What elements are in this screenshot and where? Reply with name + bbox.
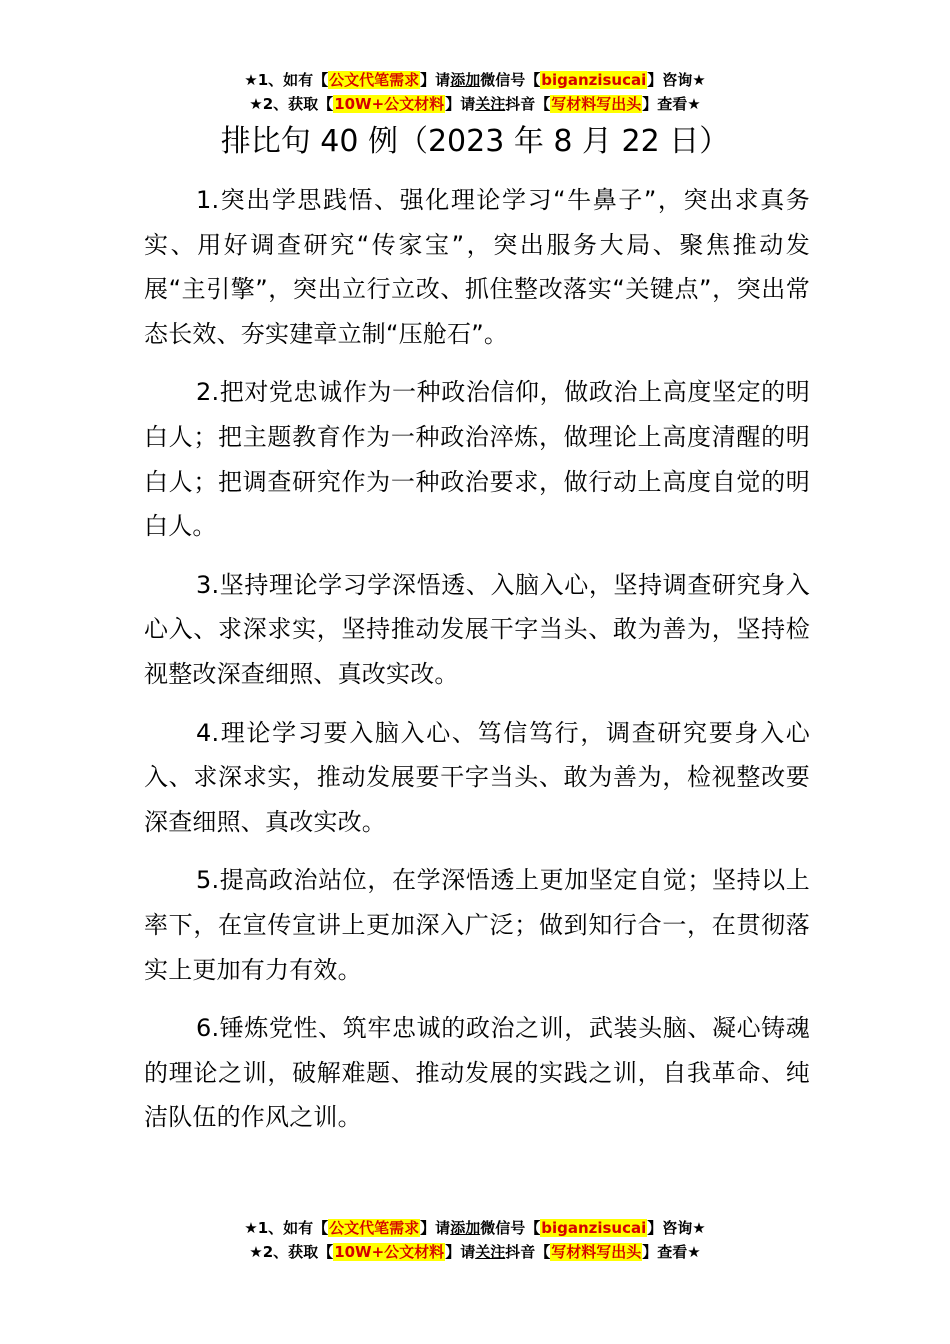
banner-line-1: ★1、如有【公文代笔需求】请添加微信号【biganzisucai】咨询★ [244,71,706,89]
underlined-text: 添加 [450,1219,481,1237]
document-title: 排比句 40 例（2023 年 8 月 22 日） [220,124,730,159]
highlight-service: 公文代笔需求 [329,71,420,89]
banner-line-2: ★2、获取【10W+公文材料】请关注抖音【写材料写出头】查看★ [249,95,701,113]
highlight-materials: 10W+公文材料 [334,95,445,113]
highlight-douyin-account: 写材料写出头 [551,95,642,113]
paragraph-6: 6.锤炼党性、筑牢忠诚的政治之训，武装头脑、凝心铸魂的理论之训，破解难题、推动发展的实践之训，自我革命、纯洁队伍的作风之训。 [144,1014,810,1132]
banner-line-2: ★2、获取【10W+公文材料】请关注抖音【写材料写出头】查看★ [249,1243,701,1261]
banner-line-1: ★1、如有【公文代笔需求】请添加微信号【biganzisucai】咨询★ [244,1219,706,1237]
footer-banner [0,1216,950,1264]
header-banner [0,68,950,116]
paragraph-3: 3.坚持理论学习学深悟透、入脑入心，坚持调查研究身入心入、求深求实，坚持推动发展干字当头、敢为善为，坚持检视整改深查细照、真改实改。 [144,570,810,688]
highlight-douyin-account: 写材料写出头 [551,1243,642,1261]
document-body [144,178,810,1154]
highlight-wechat-id: biganzisucai [541,71,647,89]
highlight-wechat-id: biganzisucai [541,1219,647,1237]
paragraph-2: 2.把对党忠诚作为一种政治信仰，做政治上高度坚定的明白人；把主题教育作为一种政治淬炼，做理论上高度清醒的明白人；把调查研究作为一种政治要求，做行动上高度自觉的明白人。 [144,378,810,541]
paragraph-1: 1.突出学思践悟、强化理论学习“牛鼻子”，突出求真务实、用好调查研究“传家宝”，突出服务大局、聚焦推动发展“主引擎”，突出立行立改、抓住整改落实“关键点”，突出常态长效、夯实建章立制“压舱石”。 [144,186,810,348]
underlined-text: 添加 [450,71,481,89]
highlight-materials: 10W+公文材料 [334,1243,445,1261]
paragraph-5: 5.提高政治站位，在学深悟透上更加坚定自觉；坚持以上率下，在宣传宣讲上更加深入广泛；做到知行合一，在贯彻落实上更加有力有效。 [144,866,810,984]
underlined-text: 关注 [475,95,506,113]
paragraph-4: 4.理论学习要入脑入心、笃信笃行，调查研究要身入心入、求深求实，推动发展要干字当头、敢为善为，检视整改要深查细照、真改实改。 [144,718,810,836]
underlined-text: 关注 [475,1243,506,1261]
highlight-service: 公文代笔需求 [329,1219,420,1237]
